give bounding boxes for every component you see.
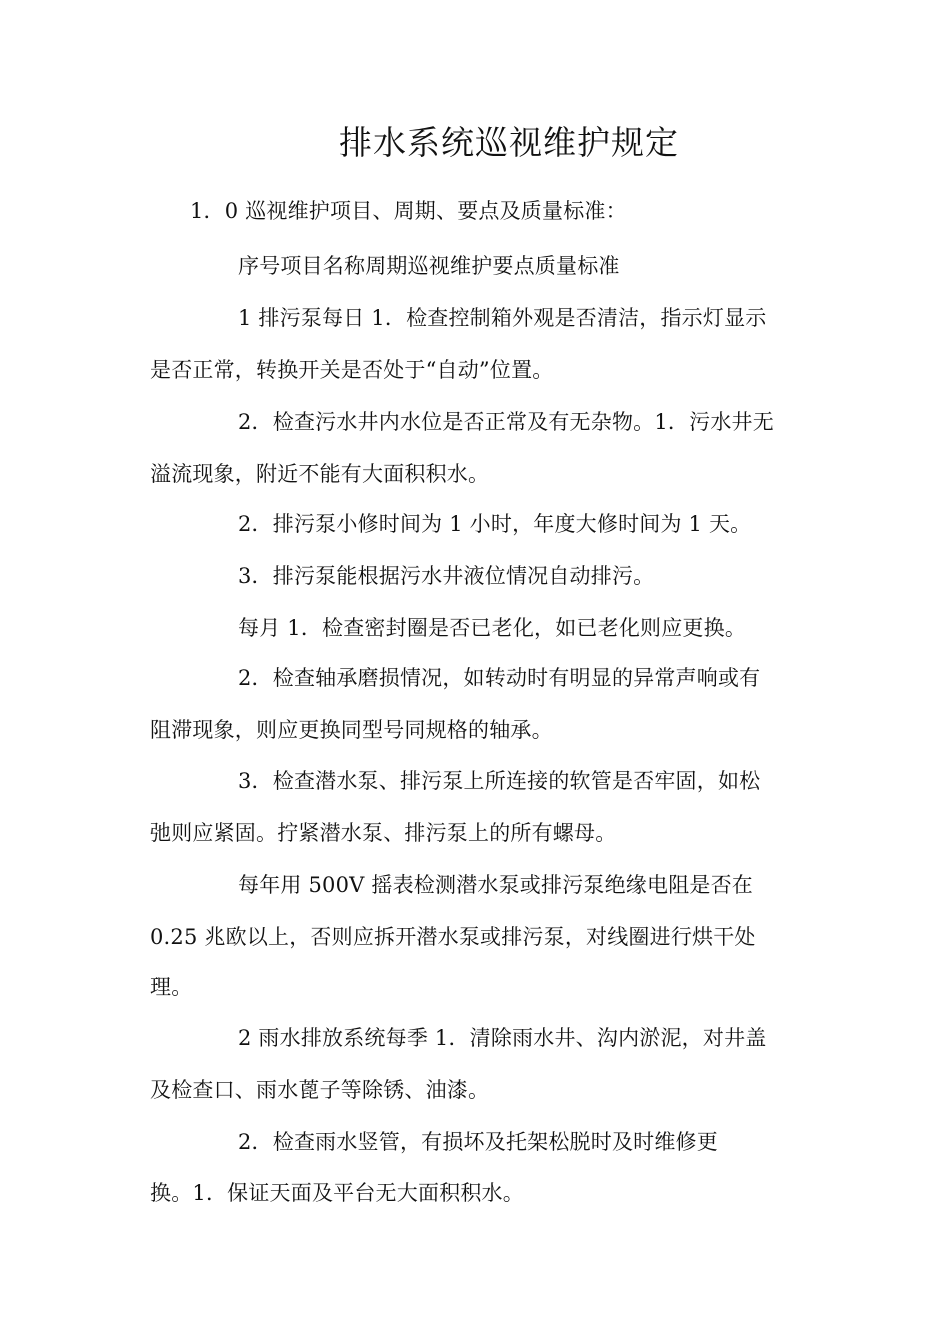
paragraph-line: 2．排污泵小修时间为 1 小时，年度大修时间为 1 天。 (238, 512, 752, 536)
paragraph-line: 2．检查轴承磨损情况，如转动时有明显的异常声响或有 (238, 666, 761, 690)
section-heading: 1．0 巡视维护项目、周期、要点及质量标准： (190, 199, 627, 223)
paragraph-line: 换。1．保证天面及平台无大面积积水。 (150, 1181, 524, 1205)
paragraph-line: 阻滞现象，则应更换同型号同规格的轴承。 (150, 718, 553, 742)
paragraph-line: 及检查口、雨水蓖子等除锈、油漆。 (150, 1078, 490, 1102)
table-header-line: 序号项目名称周期巡视维护要点质量标准 (238, 254, 620, 278)
paragraph-line: 溢流现象，附近不能有大面积积水。 (150, 462, 490, 486)
paragraph-line: 3．检查潜水泵、排污泵上所连接的软管是否牢固，如松 (238, 769, 761, 793)
paragraph-line: 3．排污泵能根据污水井液位情况自动排污。 (238, 564, 655, 588)
paragraph-line: 2．检查雨水竖管，有损坏及托架松脱时及时维修更 (238, 1130, 718, 1154)
paragraph-line: 0.25 兆欧以上，否则应拆开潜水泵或排污泵，对线圈进行烘干处 (150, 925, 756, 949)
paragraph-line: 是否正常，转换开关是否处于“自动”位置。 (150, 358, 554, 382)
paragraph-line: 2．检查污水井内水位是否正常及有无杂物。1．污水井无 (238, 410, 774, 434)
paragraph-line: 1 排污泵每日 1．检查控制箱外观是否清洁，指示灯显示 (238, 306, 767, 330)
paragraph-line: 每月 1．检查密封圈是否已老化，如已老化则应更换。 (238, 616, 747, 640)
paragraph-line: 理。 (150, 975, 193, 999)
paragraph-line: 弛则应紧固。拧紧潜水泵、排污泵上的所有螺母。 (150, 821, 617, 845)
paragraph-line: 2 雨水排放系统每季 1．清除雨水井、沟内淤泥，对井盖 (238, 1026, 767, 1050)
paragraph-line: 每年用 500V 摇表检测潜水泵或排污泵绝缘电阻是否在 (238, 873, 753, 897)
document-title: 排水系统巡视维护规定 (339, 123, 679, 162)
